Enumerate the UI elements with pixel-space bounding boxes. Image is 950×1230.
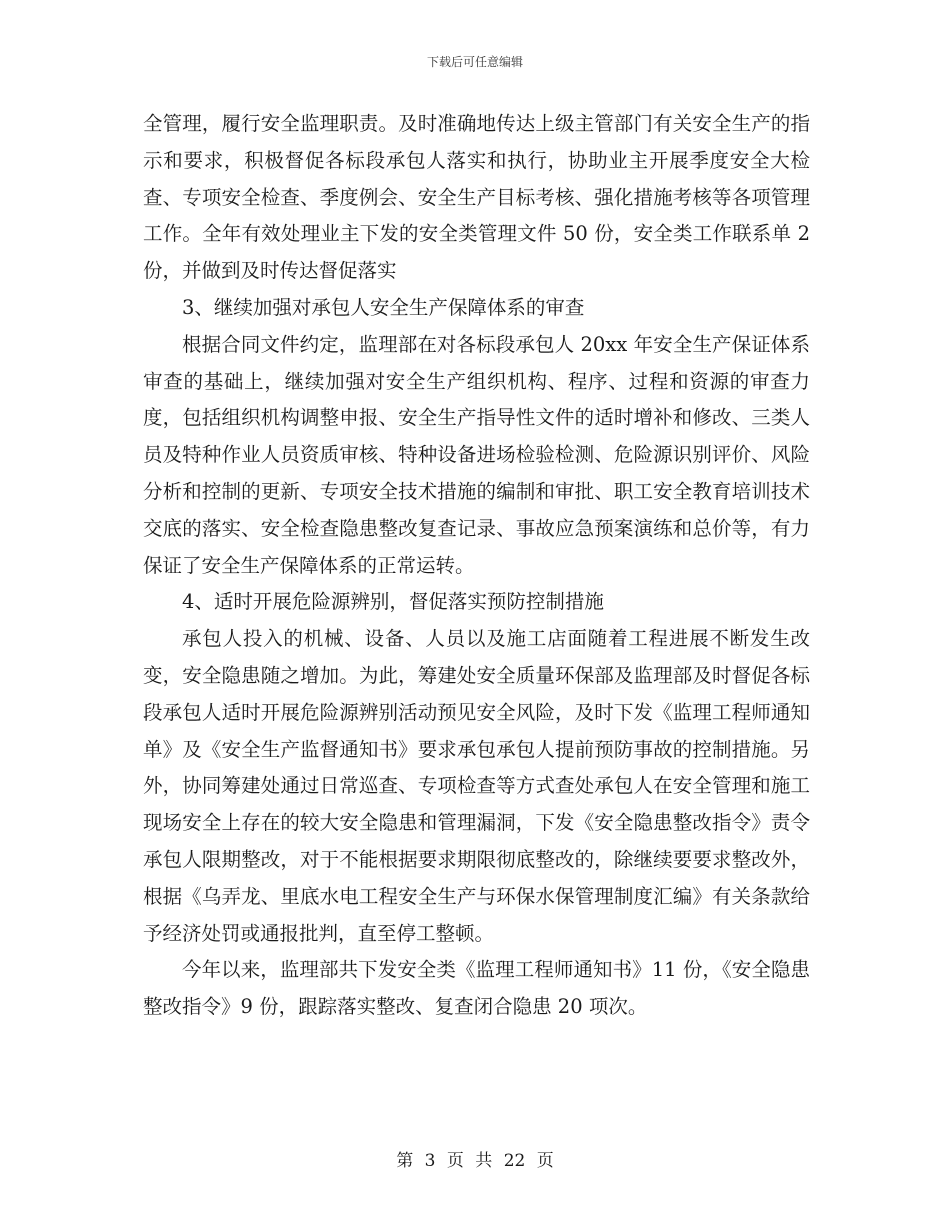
paragraph-1: 全管理，履行安全监理职责。及时准确地传达上级主管部门有关安全生产的指示和要求，积极督促各标段承包人落实和执行，协助业主开展季度安全大检查、专项安全检查、季度例会、安全生产目标考核、强化措施考核等各项管理工作。全年有效处理业主下发的安全类管理文件 50 份，安全类工作联系单 2 份，并做到及时传达督促落实 (143, 112, 810, 283)
paragraph-6: 今年以来，监理部共下发安全类《监理工程师通知书》11 份，《安全隐患整改指令》9 份，跟踪落实整改、复查闭合隐患 20 项次。 (143, 958, 810, 1019)
paragraph-3: 根据合同文件约定，监理部在对各标段承包人 20xx 年安全生产保证体系审查的基础上，继续加强对安全生产组织机构、程序、过程和资源的审查力度，包括组织机构调整申报、安全生产指导性文件的适时增补和修改、三类人员及特种作业人员资质审核、特种设备进场检验检测、危险源识别评价、风险分析和控制的更新、专项安全技术措施的编制和审批、职工安全教育培训技术交底的落实、安全检查隐患整改复查记录、事故应急预案演练和总价等，有力保证了安全生产保障体系的正常运转。 (143, 332, 810, 577)
document-body (143, 106, 810, 1026)
page-number: 第 3 页 共 22 页 (396, 1151, 554, 1171)
paragraph-5: 承包人投入的机械、设备、人员以及施工店面随着工程进展不断发生改变，安全隐患随之增加。为此，筹建处安全质量环保部及监理部及时督促各标段承包人适时开展危险源辨别活动预见安全风险，及时下发《监理工程师通知单》及《安全生产监督通知书》要求承包承包人提前预防事故的控制措施。另外，协同筹建处通过日常巡查、专项检查等方式查处承包人在安全管理和施工现场安全上存在的较大安全隐患和管理漏洞，下发《安全隐患整改指令》责令承包人限期整改，对于不能根据要求期限彻底整改的，除继续要要求整改外，根据《乌弄龙、里底水电工程安全生产与环保水保管理制度汇编》有关条款给予经济处罚或通报批判，直至停工整顿。 (143, 627, 810, 945)
page-header-note: 下载后可任意编辑 (426, 55, 523, 69)
section-heading-3: 3、继续加强对承包人安全生产保障体系的审查 (182, 295, 585, 319)
section-heading-4: 4、适时开展危险源辨别，督促落实预防控制措施 (182, 590, 604, 614)
